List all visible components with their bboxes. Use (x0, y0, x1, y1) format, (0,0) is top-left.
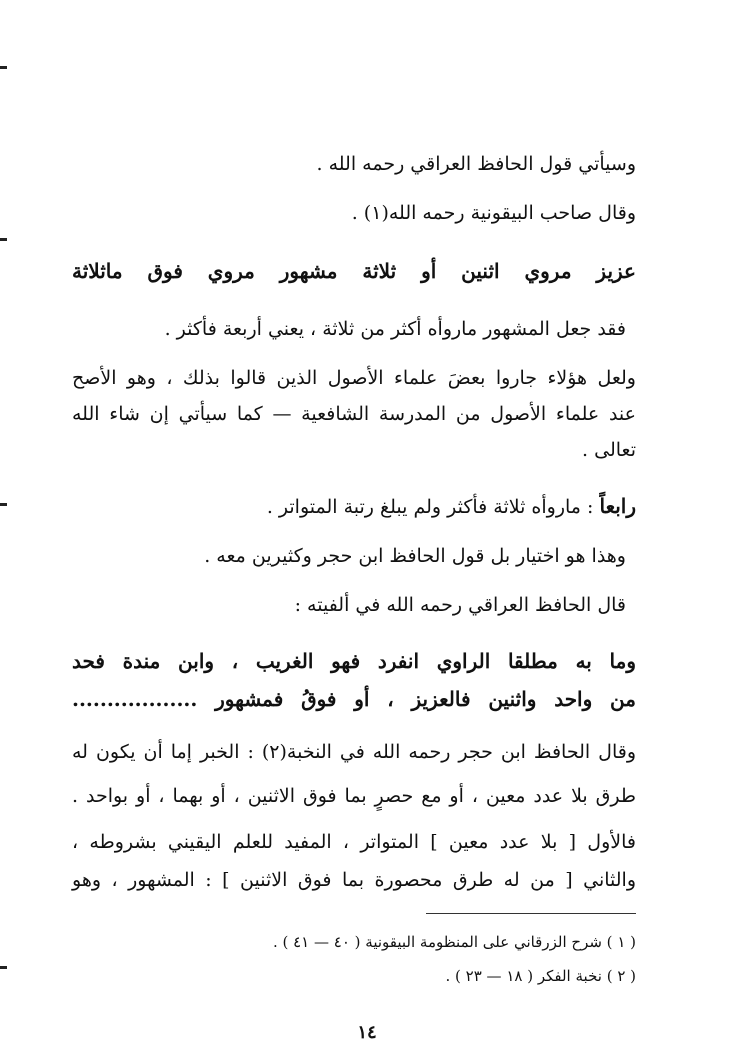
footnote-divider (426, 913, 636, 914)
edge-mark (0, 66, 7, 69)
edge-mark (0, 238, 7, 241)
verse-line: وما به مطلقا الراوي انفرد فهو الغريب ، وابن مندة فحد (72, 649, 636, 673)
text-line: تعالى . (582, 439, 636, 461)
edge-mark (0, 966, 7, 969)
verse-heading: عزيز مروي اثنين أو ثلاثة مشهور مروي فوق ماثلاثة (72, 259, 636, 283)
text-line: وقال صاحب البيقونية رحمه الله(١) . (351, 202, 636, 224)
footnote: ( ٢ ) نخبة الفكر ( ١٨ — ٢٣ ) . (445, 967, 636, 985)
page-number: ١٤ (357, 1022, 377, 1043)
footnote: ( ١ ) شرح الزرقاني على المنظومة البيقونية ( ٤٠ — ٤١ ) . (272, 933, 636, 951)
text-line: طرق بلا عدد معين ، أو مع حصرٍ بما فوق الاثنين ، أو بهما ، أو بواحد . (72, 785, 636, 807)
text-line: وقال الحافظ ابن حجر رحمه الله في النخبة(٢) : الخبر إما أن يكون له (72, 741, 636, 763)
text-line: وهذا هو اختيار بل قول الحافظ ابن حجر وكثيرين معه . (204, 545, 626, 567)
text-line: عند علماء الأصول من المدرسة الشافعية — كما سيأتي إن شاء الله (72, 403, 636, 425)
text-line: وسيأتي قول الحافظ العراقي رحمه الله . (316, 153, 636, 175)
text-line: ولعل هؤلاء جاروا بعضَ علماء الأصول الذين قالوا بذلك ، وهو الأصح (72, 367, 636, 389)
text-line: قال الحافظ العراقي رحمه الله في ألفيته : (294, 594, 626, 616)
text-line: والثاني [ من له طرق محصورة بما فوق الاثنين ] : المشهور ، وهو (72, 869, 636, 891)
verse-line: من واحد واثنين فالعزيز ، أو فوقُ فمشهور .................. (72, 687, 636, 711)
edge-mark (0, 503, 7, 506)
text-line: فقد جعل المشهور ماروأه أكثر من ثلاثة ، يعني أربعة فأكثر . (164, 318, 626, 340)
text-line: فالأول [ بلا عدد معين ] المتواتر ، المفيد للعلم اليقيني بشروطه ، (72, 831, 636, 853)
text-line-numbered (267, 494, 636, 519)
section-text: : ماروأه ثلاثة فأكثر ولم يبلغ رتبة المتواتر . (266, 496, 600, 518)
section-label: رابعاً (599, 494, 636, 518)
